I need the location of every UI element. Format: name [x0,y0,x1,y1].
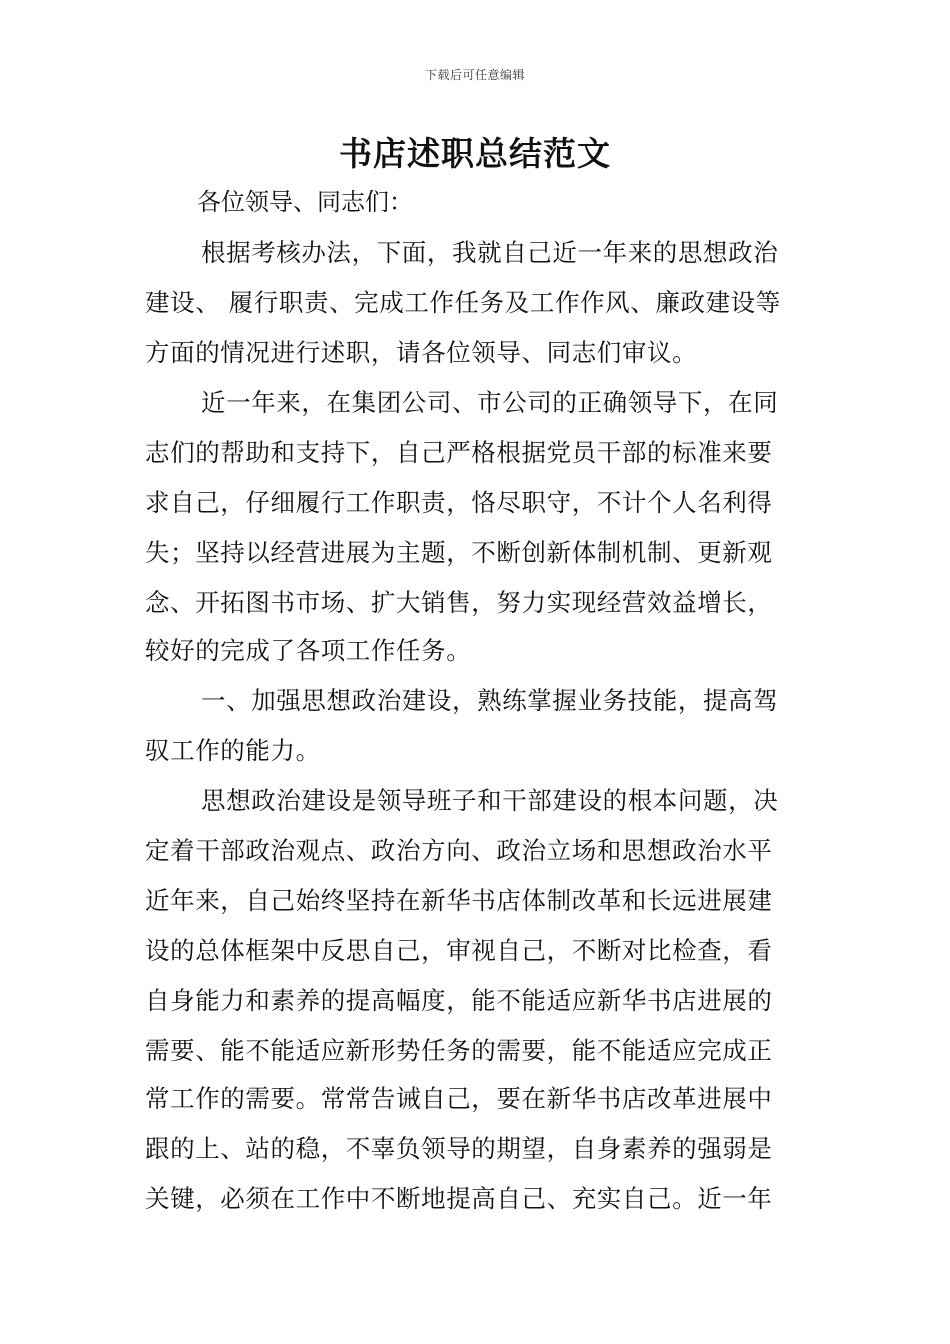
body-line: 根据考核办法，下面，我就自己近一年来的思想政治 [201,238,779,267]
body-line: 方面的情况进行述职，请各位领导、同志们审议。 [145,338,698,367]
body-line: 思想政治建设是领导班子和干部建设的根本问题，决 [201,786,779,815]
body-line: 自身能力和素养的提高幅度，能不能适应新华书店进展的 [145,986,773,1015]
body-line: 念、开拓图书市场、扩大销售，努力实现经营效益增长， [145,588,773,617]
body-line: 关键，必须在工作中不断地提高自己、充实自己。近一年 [145,1184,773,1213]
body-line: 志们的帮助和支持下，自己严格根据党员干部的标准来要 [145,438,773,467]
document-title: 书店述职总结范文 [339,134,611,173]
section-heading-line: 驭工作的能力。 [145,736,321,765]
salutation: 各位领导、同志们： [197,188,413,216]
body-line: 常工作的需要。常常告诫自己，要在新华书店改革进展中 [145,1084,773,1113]
body-line: 设的总体框架中反思自己，审视自己，不断对比检查，看 [145,936,773,965]
header-note: 下载后可任意编辑 [424,68,525,82]
body-line: 跟的上、站的稳，不辜负领导的期望，自身素养的强弱是 [145,1134,773,1163]
body-line: 建设、 履行职责、完成工作任务及工作作风、廉政建设等 [145,288,781,317]
body-line: 需要、能不能适应新形势任务的需要，能不能适应完成正 [145,1036,773,1065]
body-line: 失；坚持以经营进展为主题，不断创新体制机制、更新观 [145,538,773,567]
body-line: 近年来，自己始终坚持在新华书店体制改革和长远进展建 [145,886,773,915]
section-heading-line: 一、加强思想政治建设，熟练掌握业务技能，提高驾 [201,686,779,715]
body-line: 近一年来，在集团公司、市公司的正确领导下，在同 [201,388,779,417]
body-line: 较好的完成了各项工作任务。 [145,636,472,665]
body-line: 求自己，仔细履行工作职责，恪尽职守，不计个人名利得 [145,488,773,517]
body-line: 定着干部政治观点、政治方向、政治立场和思想政治水平 [145,836,773,865]
